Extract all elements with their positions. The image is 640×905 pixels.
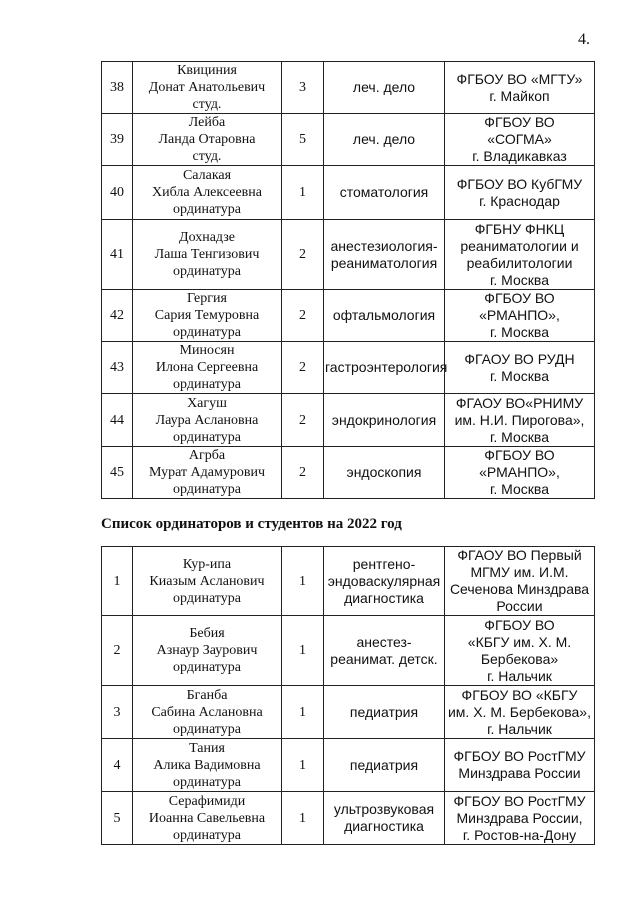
institution-cell-line: г. Нальчик xyxy=(487,720,552,737)
specialty-cell xyxy=(324,62,445,114)
person-name-cell-line: ординатура xyxy=(173,325,241,340)
specialty-cell-line: педиатрия xyxy=(349,756,419,773)
specialty-cell-line: педиатрия xyxy=(349,703,419,720)
course-cell: 3 xyxy=(282,62,324,114)
course-cell: 5 xyxy=(282,114,324,166)
institution-cell-line: ФГБОУ ВО РостГМУ xyxy=(453,748,586,764)
specialty-cell xyxy=(324,394,445,447)
specialty-cell-line: анестезиология- xyxy=(330,237,438,254)
person-name-cell-line: Салакая xyxy=(182,168,232,183)
institution-cell-line: «КБГУ им. Х. М. xyxy=(467,633,572,650)
table-row xyxy=(102,547,595,616)
institution-cell xyxy=(445,342,595,394)
table-row xyxy=(102,739,595,792)
course-cell: 1 xyxy=(282,739,324,792)
institution-cell xyxy=(445,394,595,447)
row-number-cell: 44 xyxy=(102,394,133,447)
institution-cell xyxy=(445,447,595,499)
person-name-cell xyxy=(133,220,282,290)
institution-cell-line: ФГАОУ ВО Первый xyxy=(457,547,582,563)
person-name-cell-line: Донат Анатольевич xyxy=(148,80,266,95)
person-name-cell-line: Квициния xyxy=(177,63,237,78)
row-number-cell: 5 xyxy=(102,792,133,845)
institution-cell xyxy=(445,686,595,739)
person-name-cell-line: студ. xyxy=(192,149,222,164)
row-number-cell: 3 xyxy=(102,686,133,739)
course-cell: 1 xyxy=(282,547,324,616)
person-name-cell-line: ординатура xyxy=(173,660,241,675)
specialty-cell-line: эндокринология xyxy=(331,411,437,428)
table-row xyxy=(102,62,595,114)
specialty-cell xyxy=(324,114,445,166)
person-name-cell-line: Ланда Отаровна xyxy=(158,132,256,147)
table-row xyxy=(102,394,595,447)
specialty-cell-line: диагностика xyxy=(344,818,424,834)
institution-cell xyxy=(445,62,595,114)
institution-cell xyxy=(445,220,595,290)
specialty-cell xyxy=(324,616,445,686)
table-row xyxy=(102,616,595,686)
institution-cell-line: Сеченова Минздрава xyxy=(449,581,590,597)
person-name-cell xyxy=(133,547,282,616)
person-name-cell-line: Дохнадзе xyxy=(179,230,235,245)
institution-cell-line: г. Москва xyxy=(490,271,549,288)
table-row xyxy=(102,114,595,166)
table-row xyxy=(102,166,595,220)
person-name-cell-line: Тания xyxy=(189,740,225,756)
person-name-cell-line: ординатура xyxy=(173,377,241,392)
institution-cell-line: ФГБНУ ФНКЦ xyxy=(474,220,565,237)
person-name-cell-line: Сабина Аслановна xyxy=(151,704,263,720)
person-name-cell-line: Хибла Алексеевна xyxy=(152,185,262,200)
specialty-cell xyxy=(324,447,445,499)
students-table-2 xyxy=(101,546,595,845)
institution-cell-line: ФГБОУ ВО xyxy=(484,447,555,463)
table-row xyxy=(102,447,595,499)
specialty-cell-line: гастроэнтерология xyxy=(325,359,448,375)
page-number: 4. xyxy=(578,31,590,48)
institution-cell-line: Минздрава России, xyxy=(456,809,583,826)
table-row xyxy=(102,220,595,290)
person-name-cell xyxy=(133,290,282,342)
person-name-cell-line: Алика Вадимовна xyxy=(153,757,261,773)
row-number-cell: 42 xyxy=(102,290,133,342)
course-cell: 1 xyxy=(282,166,324,220)
specialty-cell-line: анестез- xyxy=(356,633,412,650)
person-name-cell xyxy=(133,114,282,166)
person-name-cell xyxy=(133,394,282,447)
institution-cell-line: г. Владикавказ xyxy=(472,148,567,164)
row-number-cell: 40 xyxy=(102,166,133,220)
row-number-cell: 4 xyxy=(102,739,133,792)
person-name-cell xyxy=(133,342,282,394)
institution-cell-line: России xyxy=(496,598,543,614)
person-name-cell-line: Лаша Тенгизович xyxy=(154,247,260,262)
institution-cell-line: им. Н.И. Пирогова», xyxy=(454,411,585,428)
table-row xyxy=(102,342,595,394)
institution-cell-line: им. Х. М. Бербекова», xyxy=(447,703,591,720)
person-name-cell-line: Лейба xyxy=(188,115,226,130)
person-name-cell-line: ординатура xyxy=(173,721,241,737)
institution-cell-line: ФГБОУ ВО РостГМУ xyxy=(453,792,586,809)
institution-cell-line: г. Москва xyxy=(490,481,549,497)
institution-cell-line: Бербекова» xyxy=(480,650,559,667)
table-body xyxy=(102,62,595,499)
institution-cell-line: ФГБОУ ВО xyxy=(484,290,555,306)
course-cell: 2 xyxy=(282,220,324,290)
institution-cell-line: ФГАОУ ВО«РНИМУ xyxy=(455,394,584,411)
specialty-cell-line: диагностика xyxy=(344,589,424,606)
course-cell: 2 xyxy=(282,394,324,447)
specialty-cell xyxy=(324,166,445,220)
institution-cell xyxy=(445,547,595,616)
institution-cell-line: Минздрава России xyxy=(458,765,581,781)
person-name-cell-line: Бганба xyxy=(186,687,228,703)
institution-cell-line: г. Москва xyxy=(490,428,549,445)
course-cell: 2 xyxy=(282,342,324,394)
institution-cell-line: ФГБОУ ВО КубГМУ xyxy=(456,175,583,192)
institution-cell-line: г. Майкоп xyxy=(489,87,550,104)
institution-cell-line: «РМАНПО», xyxy=(479,464,560,480)
institution-cell-line: г. Москва xyxy=(490,324,549,340)
person-name-cell xyxy=(133,739,282,792)
person-name-cell-line: Гергия xyxy=(187,291,227,306)
specialty-cell-line: офтальмология xyxy=(332,307,436,323)
institution-cell-line: г. Москва xyxy=(490,367,549,384)
specialty-cell xyxy=(324,220,445,290)
specialty-cell xyxy=(324,739,445,792)
person-name-cell-line: Киазым Асланович xyxy=(149,573,265,589)
institution-cell-line: реаниматологии и xyxy=(460,237,579,254)
institution-cell-line: ФГБОУ ВО xyxy=(484,114,555,130)
students-table-1 xyxy=(101,61,595,499)
person-name-cell-line: Илона Сергеевна xyxy=(155,360,259,375)
person-name-cell xyxy=(133,616,282,686)
row-number-cell: 2 xyxy=(102,616,133,686)
specialty-cell xyxy=(324,342,448,394)
institution-cell xyxy=(445,739,595,792)
institution-cell-line: реабилитологии xyxy=(466,254,573,271)
person-name-cell-line: Серафимиди xyxy=(168,793,246,809)
specialty-cell-line: стоматология xyxy=(339,184,429,200)
person-name-cell-line: Иоанна Савельевна xyxy=(148,810,266,826)
table-row xyxy=(102,290,595,342)
specialty-cell-line: леч. дело xyxy=(352,79,416,95)
institution-cell-line: г. Нальчик xyxy=(487,667,552,684)
person-name-cell-line: Мурат Адамурович xyxy=(148,465,266,480)
row-number-cell: 39 xyxy=(102,114,133,166)
course-cell: 1 xyxy=(282,616,324,686)
table-body xyxy=(102,547,595,845)
institution-cell xyxy=(445,616,595,686)
specialty-cell-line: эндоваскулярная xyxy=(327,572,441,589)
row-number-cell: 45 xyxy=(102,447,133,499)
person-name-cell-line: Сария Темуровна xyxy=(154,308,260,323)
table-row xyxy=(102,792,595,845)
person-name-cell-line: ординатура xyxy=(173,774,241,790)
course-cell: 1 xyxy=(282,792,324,845)
person-name-cell-line: Кур-ипа xyxy=(182,556,232,572)
specialty-cell xyxy=(324,290,445,342)
course-cell: 2 xyxy=(282,290,324,342)
institution-cell-line: МГМУ им. И.М. xyxy=(470,564,569,580)
section-heading: Список ординаторов и студентов на 2022 год xyxy=(101,516,402,532)
person-name-cell-line: ординатура xyxy=(173,429,241,445)
specialty-cell-line: ультрозвуковая xyxy=(333,801,435,817)
person-name-cell-line: Миносян xyxy=(179,343,235,358)
institution-cell-line: ФГБОУ ВО xyxy=(484,616,555,633)
institution-cell xyxy=(445,166,595,220)
institution-cell-line: ФГБОУ ВО «КБГУ xyxy=(461,686,578,703)
table-row xyxy=(102,686,595,739)
specialty-cell-line: эндоскопия xyxy=(346,464,422,480)
person-name-cell-line: Хагуш xyxy=(187,395,227,411)
institution-cell-line: ФГАОУ ВО РУДН xyxy=(464,350,575,367)
institution-cell-line: г. Ростов-на-Дону xyxy=(462,826,577,843)
person-name-cell xyxy=(133,447,282,499)
institution-cell-line: «СОГМА» xyxy=(487,131,552,147)
specialty-cell-line: реаниматология xyxy=(330,254,438,271)
person-name-cell-line: Бебия xyxy=(189,626,225,641)
person-name-cell xyxy=(133,166,282,220)
person-name-cell-line: ординатура xyxy=(173,264,241,279)
person-name-cell xyxy=(133,62,282,114)
specialty-cell-line: рентгено- xyxy=(352,555,416,572)
person-name-cell-line: ординатура xyxy=(173,590,241,606)
person-name-cell-line: Агрба xyxy=(188,448,226,463)
course-cell: 1 xyxy=(282,686,324,739)
institution-cell-line: ФГБОУ ВО «МГТУ» xyxy=(456,70,583,87)
person-name-cell-line: Лаура Аслановна xyxy=(155,412,259,428)
person-name-cell-line: Азнаур Заурович xyxy=(156,643,258,658)
person-name-cell-line: студ. xyxy=(192,97,222,112)
institution-cell xyxy=(445,792,595,845)
specialty-cell xyxy=(324,547,445,616)
person-name-cell-line: ординатура xyxy=(173,202,241,217)
person-name-cell xyxy=(133,686,282,739)
row-number-cell: 41 xyxy=(102,220,133,290)
institution-cell-line: г. Краснодар xyxy=(479,192,560,209)
person-name-cell xyxy=(133,792,282,845)
specialty-cell xyxy=(324,686,445,739)
person-name-cell-line: ординатура xyxy=(173,827,241,843)
institution-cell-line: «РМАНПО», xyxy=(479,307,560,323)
institution-cell xyxy=(445,114,595,166)
institution-cell xyxy=(445,290,595,342)
specialty-cell-line: леч. дело xyxy=(352,131,416,147)
course-cell: 2 xyxy=(282,447,324,499)
person-name-cell-line: ординатура xyxy=(173,482,241,497)
row-number-cell: 1 xyxy=(102,547,133,616)
specialty-cell-line: реанимат. детск. xyxy=(330,650,438,667)
row-number-cell: 38 xyxy=(102,62,133,114)
specialty-cell xyxy=(324,792,445,845)
row-number-cell: 43 xyxy=(102,342,133,394)
